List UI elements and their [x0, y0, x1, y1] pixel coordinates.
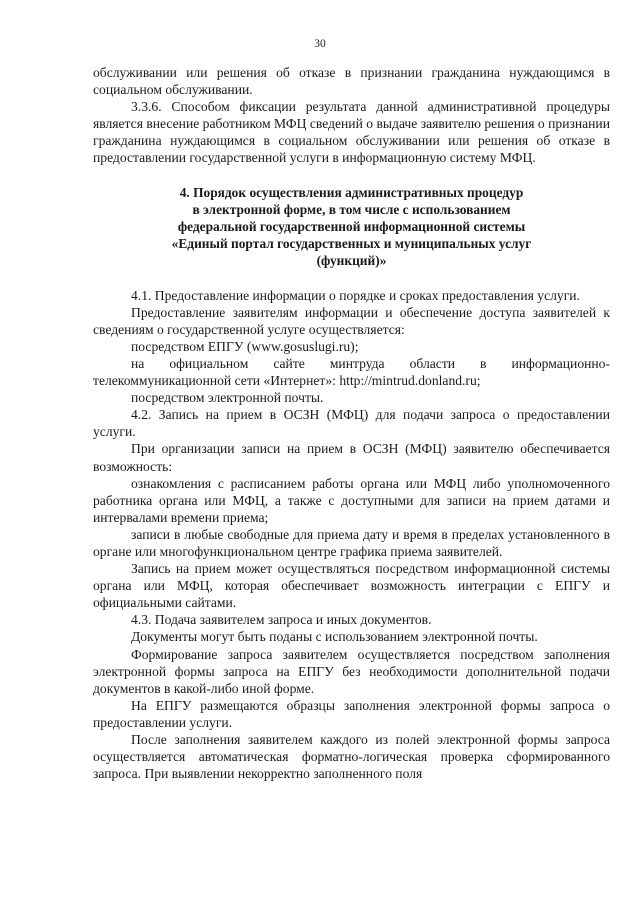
- paragraph: Предоставление заявителям информации и обеспечение доступа заявителей к сведениям о государственной услуге осуществляется:: [93, 304, 610, 337]
- section-heading-line: «Единый портал государственных и муниципальных услуг: [171, 236, 532, 252]
- paragraph: 4.1. Предоставление информации о порядке и сроках предоставления услуги.: [131, 287, 580, 303]
- paragraph: После заполнения заявителем каждого из полей электронной формы запроса осуществляется автоматическая форматно-логическая проверка сформированного запроса. При выявлении некорректно заполненного поля: [93, 732, 610, 782]
- paragraph: 4.3. Подача заявителем запроса и иных документов.: [131, 612, 432, 628]
- list-item: ознакомления с расписанием работы органа или МФЦ либо уполномоченного работника органа или МФЦ, а также с доступными для записи на прием датами и интервалами времени приема;: [93, 475, 610, 525]
- paragraph: Запись на прием может осуществляться посредством информационной системы органа или МФЦ, которая обеспечивает возможность интеграции с ЕПГУ и официальными сайтами.: [93, 561, 610, 611]
- paragraph: 3.3.6. Способом фиксации результата данной административной процедуры является внесение работником МФЦ сведений о выдаче заявителю решения о признании гражданина нуждающимся в социальном обслуживании или решения об отказе в предоставлении государственной услуги в информационную систему МФЦ.: [93, 99, 610, 166]
- document-body: [93, 64, 610, 782]
- paragraph: 4.2. Запись на прием в ОСЗН (МФЦ) для подачи запроса о предоставлении услуги.: [93, 407, 610, 440]
- paragraph: На ЕПГУ размещаются образцы заполнения электронной формы запроса о предоставлении услуги.: [93, 697, 610, 730]
- paragraph: Документы могут быть поданы с использованием электронной почты.: [131, 629, 538, 645]
- paragraph: Формирование запроса заявителем осуществляется посредством заполнения электронной формы запроса на ЕПГУ без необходимости дополнительной подачи документов в какой-либо иной форме.: [93, 646, 610, 696]
- paragraph: При организации записи на прием в ОСЗН (МФЦ) заявителю обеспечивается возможность:: [93, 441, 610, 474]
- list-item: посредством ЕПГУ (www.gosuslugi.ru);: [131, 338, 359, 354]
- section-heading-line: (функций)»: [316, 253, 387, 269]
- list-item: записи в любые свободные для приема дату и время в пределах установленного в органе или многофункциональном центре графика приема заявителей.: [93, 526, 610, 559]
- list-item: на официальном сайте минтруда области в информационно-телекоммуникационной сети «Интернет»: http://mintrud.donland.ru;: [93, 355, 610, 389]
- page-number: 30: [314, 38, 326, 50]
- paragraph: обслуживании или решения об отказе в признании гражданина нуждающимся в социальном обслуживании.: [93, 65, 610, 98]
- section-heading-line: 4. Порядок осуществления административных процедур: [179, 184, 524, 200]
- section-heading: [93, 184, 610, 270]
- section-heading-line: федеральной государственной информационной системы: [177, 218, 526, 234]
- section-heading-line: в электронной форме, в том числе с использованием: [192, 201, 511, 217]
- list-item: посредством электронной почты.: [131, 390, 324, 406]
